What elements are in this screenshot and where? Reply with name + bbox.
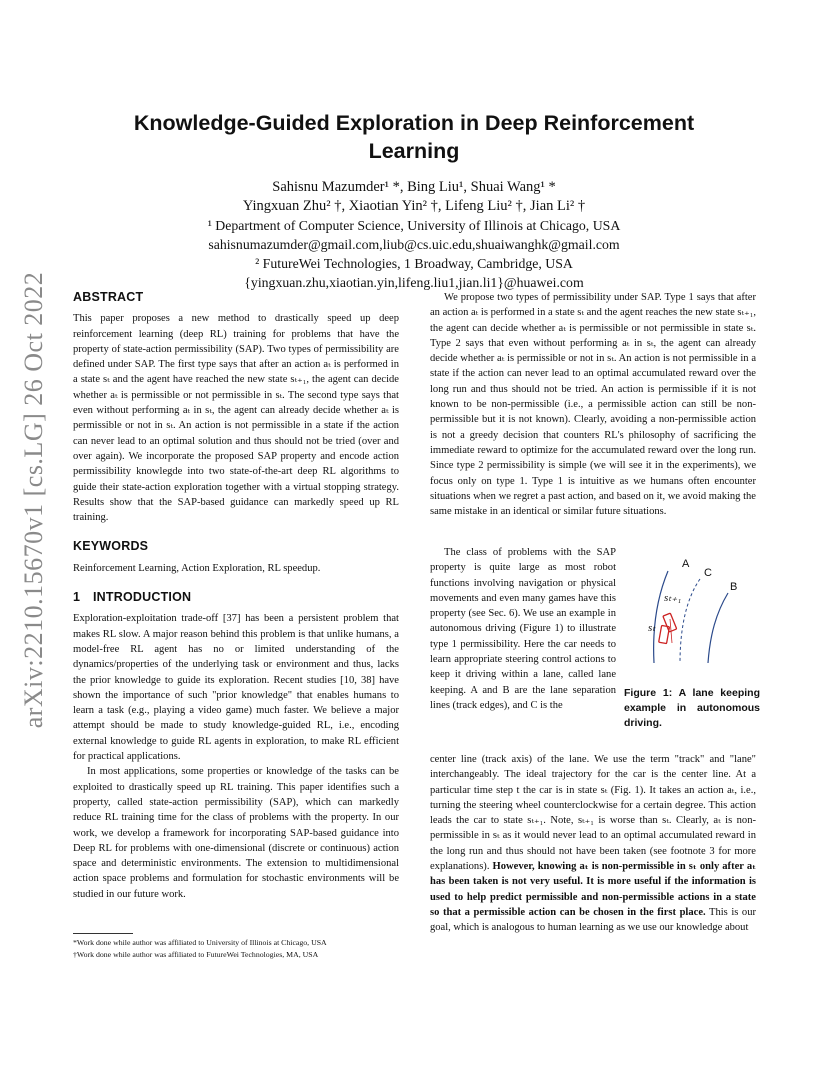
wrapped-text [430, 545, 616, 713]
left-column [73, 290, 399, 902]
affiliation-line: ¹ Department of Computer Science, University of Illinois at Chicago, USA [207, 218, 621, 233]
abstract-text: This paper proposes a new method to drastically speed up deep reinforcement learning (deep RL) training for problems that have the property of state-action permissibility (SAP). Two types of permissibility are defined under SAP. The first type says that after an action aₜ is performed in a state sₜ and the agent have reached the new state sₜ₊₁, the agent can decide whether aₜ is permissible or not permissible in sₜ. The second type says that even without performing aₜ in sₜ, the agent can already decide whether aₜ is permissible or not in sₜ. An action is not permissible in a state if the action can never lead to an optimal solution and thus should not be tried (over and over again). We incorporate the proposed SAP property and encode action permissibility knowlegde into two state-of-the-art deep RL algorithms to guide their state-action exploration together with a virtual stopping strategy. Results show that the SAP-based guidance can markedly speed up RL training. [73, 313, 399, 524]
right-tail: This is our goal, which is analogous to human learning as we use our knowledge about [430, 906, 756, 934]
abstract-heading: ABSTRACT [73, 290, 144, 304]
label-c: C [704, 567, 712, 579]
section-title: INTRODUCTION [93, 590, 192, 605]
right-column-top [430, 290, 756, 519]
footnotes [73, 937, 399, 960]
figure-caption: Figure 1: A lane keeping example in autonomous driving. [624, 687, 760, 729]
keywords-heading: KEYWORDS [73, 539, 149, 554]
right-paragraph-2-rest: center line (track axis) of the lane. We use the term "track" and "lane" interchangeably. The ideal trajectory for the car is the center line. At a particular time step t the car is in state sₜ (Fig. 1). It takes an action aₜ, i.e., turning the steering wheel counterclockwise for a certain degree. This action leads the car to state sₜ₊₁. Note, sₜ₊₁ is worse than sₜ. Clearly, aₜ is non-permissible in sₜ as it would never lead to an optimal accumulated reward in the long run and thus should not have been taken (see footnote 3 for more explanations). [430, 754, 756, 873]
right-paragraph-2: The class of problems with the SAP property is quite large as most robot functions involving navigation or physical movements and even many games have this property (see Sec. 6). We use an example in autonomous driving (Figure 1) to illustrate type 1 permissibility. Here the car needs to learn appropriate steering control actions to keep it driving within a lane, called lane keeping. A and B are the lane separation lines (track edges), and C is the [430, 547, 616, 711]
paper-title: Knowledge-Guided Exploration in Deep Reinforcement Learning [133, 111, 695, 163]
section-number: 1 [73, 590, 81, 605]
arxiv-sidebar [14, 271, 54, 729]
affiliation-line: ² FutureWei Technologies, 1 Broadway, Cambridge, USA [255, 256, 573, 271]
label-a: A [682, 558, 690, 570]
author-line: Yingxuan Zhu² †, Xiaotian Yin² †, Lifeng Liu² †, Jian Li² † [242, 198, 586, 214]
arxiv-id: arXiv:2210.15670v1 [cs.LG] 26 Oct 2022 [19, 271, 48, 729]
keywords-text: Reinforcement Learning, Action Exploration, RL speedup. [73, 562, 321, 574]
footnote-2: †Work done while author was affiliated to FutureWei Technologies, MA, USA [73, 949, 319, 959]
label-b: B [730, 581, 738, 593]
footnote-rule [73, 933, 133, 934]
label-s-t-plus-1: sₜ₊₁ [664, 592, 682, 604]
intro-paragraph-1: Exploration-exploitation trade-off [37] has been a persistent problem that makes RL slow. A major reason behind this problem is that unlike humans, a model-free RL agent has no or limited understanding of the dynamics/properties of the underlying task or environment and thus, lacks the prior knowledge to guide its exploration. Recent studies [10, 38] have shown the importance of such "prior knowledge" that enables humans to learn a task (e.g., playing a video game) much faster. We believe a major attempt should be made to study knowledge-guided RL, i.e., encoding external knowledge to guide RL agents in exploration, to make RL efficient for practical applications. [73, 613, 399, 763]
email-line: {yingxuan.zhu,xiaotian.yin,lifeng.liu1,jian.li1}@huawei.com [244, 275, 584, 290]
author-block [100, 178, 728, 292]
lane-keeping-diagram [624, 545, 760, 675]
bold-statement: However, knowing aₜ is non-permissible in sₜ only after aₜ has been taken is not very useful. It is more useful if the information is used to help predict permissible and non-permissible actions in a state so that a permissible action can be chosen in the first place. [430, 861, 756, 918]
author-line: Sahisnu Mazumder¹ *, Bing Liu¹, Shuai Wang¹ * [272, 179, 556, 195]
intro-paragraph-2: In most applications, some properties or knowledge of the tasks can be exploited to drastically speed up RL training. This paper identifies such a property, called state-action permissibility (SAP), which can markedly reduce RL training time for the class of problems with the property. In our work, we develop a framework for incorporating SAP-based guidance into Deep RL for problems with one-dimensional (discrete or continuous) action space and deterministic environments. The extension to multidimensional action space problems and formulation for stochastic environments will be studied in our future work. [73, 766, 399, 900]
intro-heading [73, 590, 399, 605]
footnote-1: *Work done while author was affiliated to University of Illinois at Chicago, USA [73, 938, 327, 947]
right-paragraph-1: We propose two types of permissibility under SAP. Type 1 says that after an action aₜ is performed in a state sₜ and the agent reaches the new state sₜ₊₁, the agent can decide whether aₜ is permissible or not permissible in state sₜ. Type 2 says that even without performing aₜ in sₜ, the agent can already decide whether aₜ is permissible or not in sₜ. An action is not permissible in a state if the action can never lead to an optimal accumulated reward over the long run and thus should not be tried. An action is permissible if it is not known to be non-permissible (i.e., a permissible action can still be non-permissible but it is not known). Clearly, avoiding a non-permissible action is not a greedy decision that counters RL's philosophy of sacrificing the immediate reward to optimize for the accumulated reward over the long run. Since type 2 permissibility is simple (we will see it in the experiments), we focus only on type 1. Type 1 is intuitive as we humans often encounter situations when we regret a past action, and based on it, we avoid making the same mistake in an identical or similar future situations. [430, 292, 757, 518]
right-column-bottom [430, 752, 756, 936]
label-s-t: sₜ [648, 622, 656, 634]
email-line: sahisnumazumder@gmail.com,liub@cs.uic.edu,shuaiwanghk@gmail.com [208, 237, 620, 252]
figure-1 [624, 545, 760, 680]
